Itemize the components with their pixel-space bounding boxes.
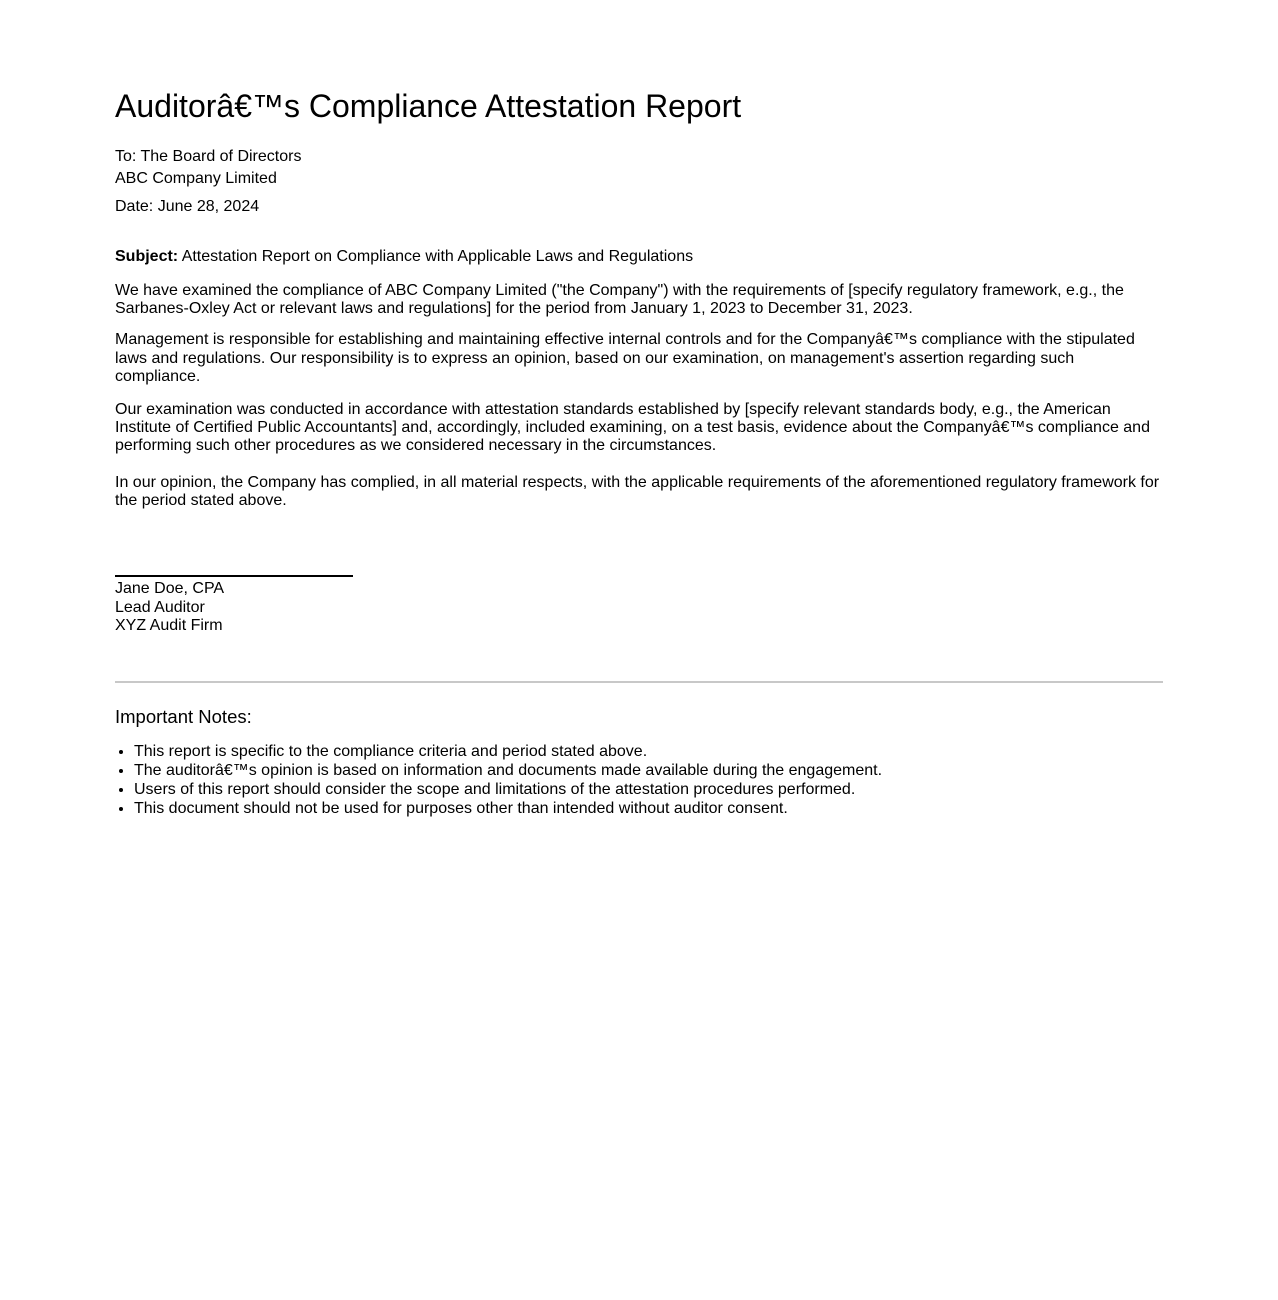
recipient-block [115,146,1163,190]
signature-name: Jane Doe, CPA [115,580,225,598]
paragraph-examination: Our examination was conducted in accordance with attestation standards established by [specify relevant standards body, e.g., the American Institute of Certified Public Accountants] and, accordingly, included examining, on a test basis, evidence about the Companyâ€™s compliance and performing such other procedures as we considered necessary in the circumstances. [115,400,1150,455]
note-item-scope: • This report is specific to the compliance criteria and period stated above. [134,742,1163,761]
attestation-report-document [115,0,1163,818]
paragraph-opinion: In our opinion, the Company has complied, in all material respects, with the applicable requirements of the aforementioned regulatory framework for the period stated above. [115,473,1160,510]
paragraph-scope: We have examined the compliance of ABC Company Limited ("the Company") with the requirements of [specify regulatory framework, e.g., the Sarbanes-Oxley Act or relevant laws and regulations] for the period from January 1, 2023 to December 31, 2023. [115,281,1124,317]
section-divider [115,681,1163,683]
signature-block [115,575,353,635]
subject-text: Attestation Report on Compliance with Applicable Laws and Regulations [181,248,694,266]
signature-role: Lead Auditor [115,598,205,616]
signature-firm: XYZ Audit Firm [115,617,223,635]
report-title: Auditorâ€™s Compliance Attestation Report [115,88,742,124]
recipient-to-line: To: The Board of Directors [115,147,302,165]
notes-heading: Important Notes: [115,705,252,727]
date-line: Date: June 28, 2024 [115,197,260,215]
notes-list [115,742,1163,818]
subject-line [115,248,1163,266]
note-item-opinion-basis: • The auditorâ€™s opinion is based on information and documents made available during the engagement. [134,761,1163,780]
subject-label: Subject: [115,248,179,266]
paragraph-responsibility: Management is responsible for establishing and maintaining effective internal controls and for the Companyâ€™s compliance with the stipulated laws and regulations. Our responsibility is to express an opinion, based on our examination, on management's assertion regarding such compliance. [115,331,1135,386]
note-item-limitations: • Users of this report should consider the scope and limitations of the attestation procedures performed. [134,780,1163,799]
note-item-consent: • This document should not be used for purposes other than intended without auditor consent. [134,799,1163,818]
recipient-company-line: ABC Company Limited [115,169,277,187]
